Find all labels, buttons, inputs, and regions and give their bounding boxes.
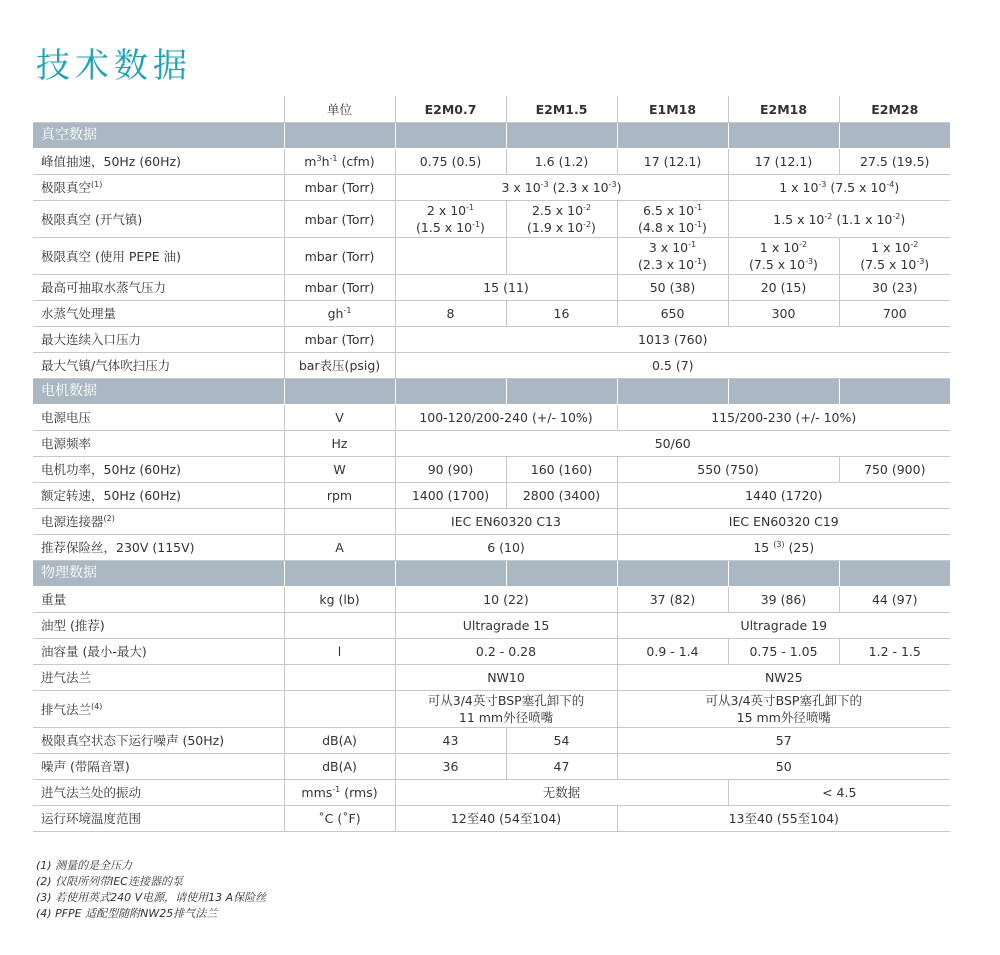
row-label: 极限真空 (使用 PEPE 油) bbox=[33, 238, 284, 275]
row-label: 重量 bbox=[33, 587, 284, 613]
value-cell: 15 $^{(3)}$ (25) bbox=[617, 535, 950, 561]
spec-table bbox=[33, 96, 950, 832]
table-row bbox=[33, 691, 950, 728]
value-cell: 0.75 (0.5) bbox=[395, 149, 506, 175]
footnotes bbox=[36, 858, 266, 922]
value-cell: 2.5 x $10^{-2}$ (1.9 x $10^{-2}$) bbox=[506, 201, 617, 238]
value-cell: 39 (86) bbox=[728, 587, 839, 613]
value-cell: 17 (12.1) bbox=[728, 149, 839, 175]
row-label: 电源连接器$^{(2)}$ bbox=[33, 509, 284, 535]
table-row bbox=[33, 201, 950, 238]
value-cell: 可从3/4英寸BSP塞孔卸下的 11 mm外径喷嘴 bbox=[395, 691, 617, 728]
value-cell: 2800 (3400) bbox=[506, 483, 617, 509]
table-row bbox=[33, 238, 950, 275]
row-label: 电机功率，50Hz (60Hz) bbox=[33, 457, 284, 483]
row-label: 油型 (推荐) bbox=[33, 613, 284, 639]
value-cell: 10 (22) bbox=[395, 587, 617, 613]
table-row bbox=[33, 665, 950, 691]
table-row bbox=[33, 301, 950, 327]
footnote: (1) 测量的是全压力 bbox=[36, 859, 133, 872]
unit-cell: dB(A) bbox=[284, 754, 395, 780]
unit-cell: W bbox=[284, 457, 395, 483]
value-cell: 550 (750) bbox=[617, 457, 839, 483]
value-cell: 300 bbox=[728, 301, 839, 327]
value-cell: 27.5 (19.5) bbox=[839, 149, 950, 175]
row-label: 油容量 (最小-最大) bbox=[33, 639, 284, 665]
unit-cell bbox=[284, 691, 395, 728]
value-cell: 37 (82) bbox=[617, 587, 728, 613]
row-label: 额定转速，50Hz (60Hz) bbox=[33, 483, 284, 509]
value-cell: NW25 bbox=[617, 665, 950, 691]
value-cell: 1400 (1700) bbox=[395, 483, 506, 509]
section-title: 电机数据 bbox=[33, 379, 284, 405]
unit-cell: mbar (Torr) bbox=[284, 327, 395, 353]
unit-cell: mbar (Torr) bbox=[284, 238, 395, 275]
value-cell: < 4.5 bbox=[728, 780, 950, 806]
header-model: E2M28 bbox=[839, 96, 950, 123]
value-cell: 50/60 bbox=[395, 431, 950, 457]
row-label: 运行环境温度范围 bbox=[33, 806, 284, 832]
table-row bbox=[33, 327, 950, 353]
unit-cell: mbar (Torr) bbox=[284, 275, 395, 301]
footnote: (3) 若使用英式240 V电源，请使用13 A保险丝 bbox=[36, 891, 267, 904]
value-cell: 30 (23) bbox=[839, 275, 950, 301]
value-cell: 无数据 bbox=[395, 780, 728, 806]
value-cell: Ultragrade 19 bbox=[617, 613, 950, 639]
row-label: 最大连续入口压力 bbox=[33, 327, 284, 353]
row-label: 进气法兰 bbox=[33, 665, 284, 691]
footnote: (2) 仅限所列带IEC连接器的泵 bbox=[36, 875, 183, 888]
table-row bbox=[33, 613, 950, 639]
table-row bbox=[33, 509, 950, 535]
value-cell: 0.2 - 0.28 bbox=[395, 639, 617, 665]
unit-cell: Hz bbox=[284, 431, 395, 457]
value-cell: 13至40 (55至104) bbox=[617, 806, 950, 832]
value-cell: 1 x $10^{-2}$ (7.5 x $10^{-3}$) bbox=[839, 238, 950, 275]
unit-cell: rpm bbox=[284, 483, 395, 509]
value-cell: 1013 (760) bbox=[395, 327, 950, 353]
header-blank-cell bbox=[33, 96, 284, 123]
section-title: 物理数据 bbox=[33, 561, 284, 587]
value-cell bbox=[506, 238, 617, 275]
value-cell: 50 (38) bbox=[617, 275, 728, 301]
value-cell: 115/200-230 (+/- 10%) bbox=[617, 405, 950, 431]
unit-cell: $m^3h^{-1}$ (cfm) bbox=[284, 149, 395, 175]
header-model: E2M18 bbox=[728, 96, 839, 123]
table-header-row bbox=[33, 96, 950, 123]
value-cell: Ultragrade 15 bbox=[395, 613, 617, 639]
table-row bbox=[33, 483, 950, 509]
value-cell: 16 bbox=[506, 301, 617, 327]
unit-cell: l bbox=[284, 639, 395, 665]
row-label: 极限真空$^{(1)}$ bbox=[33, 175, 284, 201]
row-label: 进气法兰处的振动 bbox=[33, 780, 284, 806]
value-cell: IEC EN60320 C13 bbox=[395, 509, 617, 535]
value-cell: 1.2 - 1.5 bbox=[839, 639, 950, 665]
header-model: E2M1.5 bbox=[506, 96, 617, 123]
value-cell: 6 (10) bbox=[395, 535, 617, 561]
value-cell: 50 bbox=[617, 754, 950, 780]
row-label: 排气法兰$^{(4)}$ bbox=[33, 691, 284, 728]
unit-cell bbox=[284, 665, 395, 691]
row-label: 噪声 (带隔音罩) bbox=[33, 754, 284, 780]
value-cell: 160 (160) bbox=[506, 457, 617, 483]
value-cell: 47 bbox=[506, 754, 617, 780]
row-label: 水蒸气处理量 bbox=[33, 301, 284, 327]
unit-cell: $gh^{-1}$ bbox=[284, 301, 395, 327]
value-cell: 0.75 - 1.05 bbox=[728, 639, 839, 665]
value-cell bbox=[395, 238, 506, 275]
unit-cell: bar表压(psig) bbox=[284, 353, 395, 379]
row-label: 极限真空 (开气镇) bbox=[33, 201, 284, 238]
table-row bbox=[33, 754, 950, 780]
table-row bbox=[33, 806, 950, 832]
value-cell: 700 bbox=[839, 301, 950, 327]
unit-cell bbox=[284, 613, 395, 639]
unit-cell: kg (lb) bbox=[284, 587, 395, 613]
unit-cell: A bbox=[284, 535, 395, 561]
table-row bbox=[33, 728, 950, 754]
table-row bbox=[33, 405, 950, 431]
table-row bbox=[33, 535, 950, 561]
value-cell: 1 x $10^{-3}$ (7.5 x $10^{-4}$) bbox=[728, 175, 950, 201]
row-label: 最大气镇/气体吹扫压力 bbox=[33, 353, 284, 379]
value-cell: 43 bbox=[395, 728, 506, 754]
section-row-vacuum bbox=[33, 123, 950, 149]
header-model: E2M0.7 bbox=[395, 96, 506, 123]
unit-cell: ˚C (˚F) bbox=[284, 806, 395, 832]
table-row bbox=[33, 639, 950, 665]
table-row bbox=[33, 431, 950, 457]
unit-cell: mms$^{-1}$ (rms) bbox=[284, 780, 395, 806]
value-cell: 1 x $10^{-2}$ (7.5 x $10^{-3}$) bbox=[728, 238, 839, 275]
unit-cell: dB(A) bbox=[284, 728, 395, 754]
value-cell: NW10 bbox=[395, 665, 617, 691]
value-cell: IEC EN60320 C19 bbox=[617, 509, 950, 535]
value-cell: 0.9 - 1.4 bbox=[617, 639, 728, 665]
value-cell: 54 bbox=[506, 728, 617, 754]
table-row bbox=[33, 149, 950, 175]
table-row bbox=[33, 780, 950, 806]
header-model: E1M18 bbox=[617, 96, 728, 123]
value-cell: 36 bbox=[395, 754, 506, 780]
value-cell: 17 (12.1) bbox=[617, 149, 728, 175]
value-cell: 6.5 x $10^{-1}$ (4.8 x $10^{-1}$) bbox=[617, 201, 728, 238]
value-cell: 1.5 x $10^{-2}$ (1.1 x $10^{-2}$) bbox=[728, 201, 950, 238]
row-label: 推荐保险丝，230V (115V) bbox=[33, 535, 284, 561]
value-cell: 20 (15) bbox=[728, 275, 839, 301]
value-cell: 8 bbox=[395, 301, 506, 327]
table-row bbox=[33, 587, 950, 613]
value-cell: 12至40 (54至104) bbox=[395, 806, 617, 832]
row-label: 电源电压 bbox=[33, 405, 284, 431]
header-unit: 单位 bbox=[284, 96, 395, 123]
value-cell: 44 (97) bbox=[839, 587, 950, 613]
value-cell: 90 (90) bbox=[395, 457, 506, 483]
value-cell: 650 bbox=[617, 301, 728, 327]
footnote: (4) PFPE 适配型随附NW25排气法兰 bbox=[36, 907, 218, 920]
value-cell: 3 x $10^{-3}$ (2.3 x $10^{-3}$) bbox=[395, 175, 728, 201]
value-cell: 57 bbox=[617, 728, 950, 754]
row-label: 极限真空状态下运行噪声 (50Hz) bbox=[33, 728, 284, 754]
section-row-motor bbox=[33, 379, 950, 405]
value-cell: 750 (900) bbox=[839, 457, 950, 483]
value-cell: 15 (11) bbox=[395, 275, 617, 301]
section-title: 真空数据 bbox=[33, 123, 284, 149]
table-row bbox=[33, 175, 950, 201]
table-row bbox=[33, 275, 950, 301]
value-cell: 0.5 (7) bbox=[395, 353, 950, 379]
row-label: 峰值抽速，50Hz (60Hz) bbox=[33, 149, 284, 175]
row-label: 最高可抽取水蒸气压力 bbox=[33, 275, 284, 301]
value-cell: 1.6 (1.2) bbox=[506, 149, 617, 175]
page-title: 技术数据 bbox=[36, 46, 192, 86]
value-cell: 2 x $10^{-1}$ (1.5 x $10^{-1}$) bbox=[395, 201, 506, 238]
unit-cell bbox=[284, 509, 395, 535]
table-row bbox=[33, 457, 950, 483]
section-row-physical bbox=[33, 561, 950, 587]
unit-cell: mbar (Torr) bbox=[284, 201, 395, 238]
unit-cell: mbar (Torr) bbox=[284, 175, 395, 201]
row-label: 电源频率 bbox=[33, 431, 284, 457]
value-cell: 可从3/4英寸BSP塞孔卸下的 15 mm外径喷嘴 bbox=[617, 691, 950, 728]
unit-cell: V bbox=[284, 405, 395, 431]
value-cell: 3 x $10^{-1}$ (2.3 x $10^{-1}$) bbox=[617, 238, 728, 275]
value-cell: 1440 (1720) bbox=[617, 483, 950, 509]
value-cell: 100-120/200-240 (+/- 10%) bbox=[395, 405, 617, 431]
table-row bbox=[33, 353, 950, 379]
